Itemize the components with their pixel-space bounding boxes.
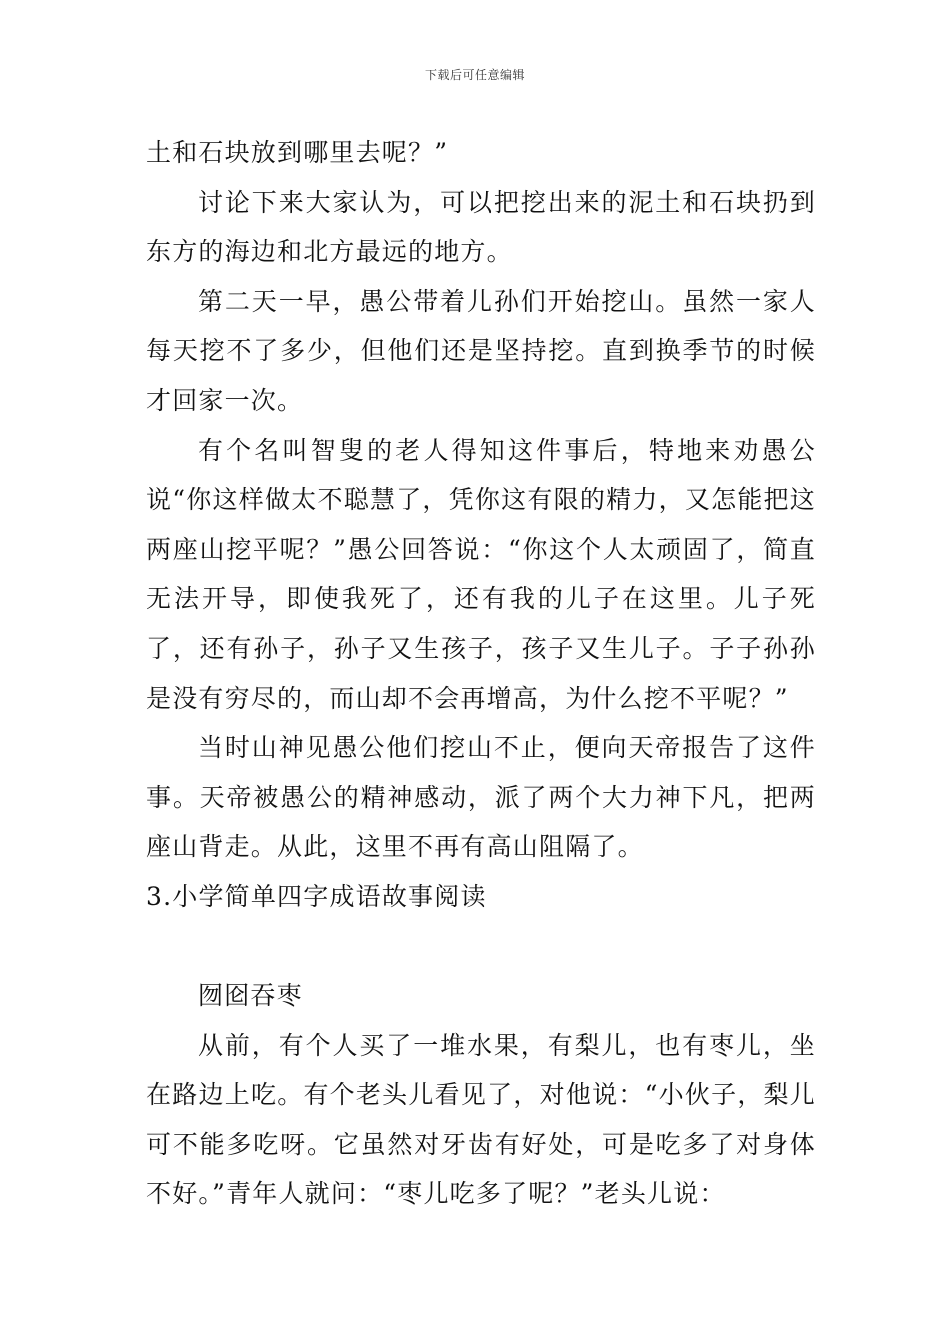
section-heading: 3.小学简单四字成语故事阅读 bbox=[146, 881, 487, 911]
paragraph: 当时山神见愚公他们挖山不止，便向天帝报告了这件事。天帝被愚公的精神感动，派了两个大力神下凡，把两座山背走。从此，这里不再有高山阻隔了。 bbox=[146, 733, 816, 862]
paragraph: 第二天一早，愚公带着儿孙们开始挖山。虽然一家人每天挖不了多少，但他们还是坚持挖。直到换季节的时候才回家一次。 bbox=[146, 286, 816, 415]
paragraph: 有个名叫智叟的老人得知这件事后，特地来劝愚公说“你这样做太不聪慧了，凭你这有限的精力，又怎能把这两座山挖平呢？”愚公回答说：“你这个人太顽固了，简直无法开导，即使我死了，还有我的儿子在这里。儿子死了，还有孙子，孙子又生孩子，孩子又生儿子。子子孙孙是没有穷尽的，而山却不会再增高，为什么挖不平呢？” bbox=[146, 435, 816, 713]
page-header-note: 下载后可任意编辑 bbox=[424, 68, 525, 82]
paragraph: 讨论下来大家认为，可以把挖出来的泥土和石块扔到东方的海边和北方最远的地方。 bbox=[146, 187, 816, 267]
story-title: 囫囵吞枣 bbox=[198, 981, 303, 1011]
paragraph-continuation: 土和石块放到哪里去呢？” bbox=[146, 138, 449, 167]
blank-line bbox=[146, 922, 816, 972]
paragraph: 从前，有个人买了一堆水果，有梨儿，也有枣儿，坐在路边上吃。有个老头儿看见了，对他说：“小伙子，梨儿可不能多吃呀。它虽然对牙齿有好处，可是吃多了对身体不好。”青年人就问：“枣儿吃多了呢？”老头儿说： bbox=[146, 1030, 816, 1209]
document-body bbox=[146, 128, 816, 1219]
